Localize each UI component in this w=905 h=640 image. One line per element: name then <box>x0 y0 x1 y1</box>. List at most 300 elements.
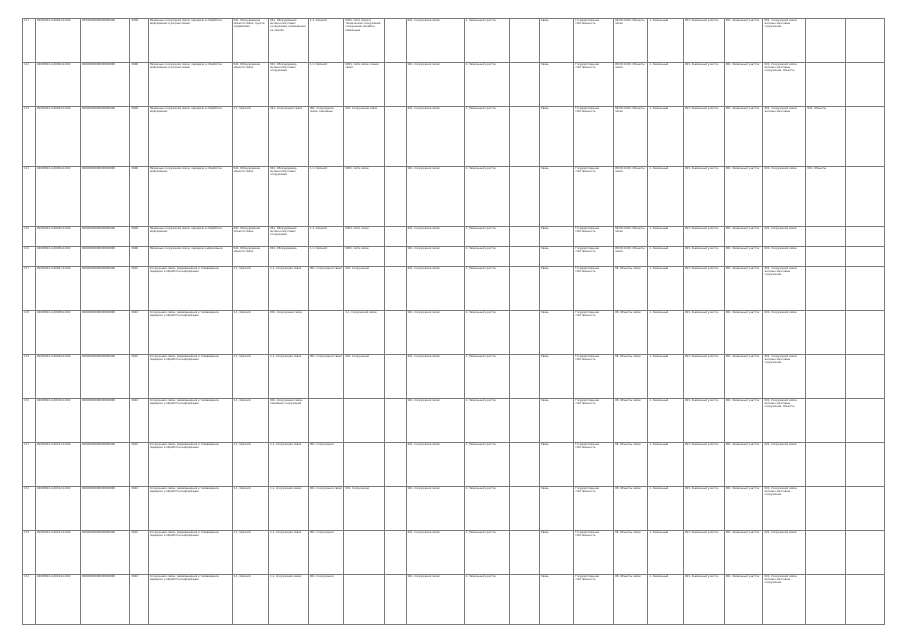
table-cell-f21 <box>846 399 885 443</box>
table-cell-f16: 1. Земельный <box>648 575 683 625</box>
table-cell-id: 00000000000000000000 <box>81 399 130 443</box>
table-cell-num: 124 <box>23 167 36 227</box>
table-cell-f16: 1. Земельный <box>648 399 683 443</box>
table-cell-f21 <box>846 19 885 63</box>
table-cell-id: 00000000000000000000 <box>81 227 130 247</box>
table-cell-f17: 001. Земельный участок <box>683 63 724 107</box>
table-cell-f16: 1. Земельный <box>648 267 683 311</box>
table-cell-f12 <box>509 267 539 311</box>
table-cell-f20 <box>806 19 846 63</box>
table-cell-f11: 1. Земельный участок <box>464 531 509 575</box>
table-cell-f15: 08. Объекты связи <box>614 487 648 531</box>
table-cell-f5: 1.1. Связной <box>232 487 269 531</box>
table-cell-f6: 1.1. Сооружения связи <box>269 531 309 575</box>
table-cell-f15: 08. Объекты связи <box>614 399 648 443</box>
table-cell-f17: 001. Земельный участок <box>683 355 724 399</box>
table-cell-f13: Связь <box>539 267 573 311</box>
table-cell-id: 00000000000000000000 <box>81 311 130 355</box>
table-cell-desc: Наземные сооружения связи, передачи и обработки информации <box>148 107 232 167</box>
table-cell-id: 00000000000000000000 <box>81 575 130 625</box>
table-cell-f17: 001. Земельный участок <box>683 19 724 63</box>
table-cell-f20: 001. Объекты <box>806 107 846 167</box>
table-cell-f5: 1.1. Связной <box>232 443 269 487</box>
table-cell-f12 <box>509 531 539 575</box>
table-cell-f16: 1. Земельный <box>648 531 683 575</box>
table-cell-f10: 001. Сооружения связи <box>406 267 464 311</box>
table-cell-f5: 1.1. Связной <box>232 399 269 443</box>
table-cell-f20 <box>806 575 846 625</box>
table-cell-f20 <box>806 267 846 311</box>
table-cell-code: 04093001-0-00004-0-000 <box>35 167 80 227</box>
table-cell-id: 00000000000000000000 <box>81 167 130 227</box>
table-row <box>23 19 885 63</box>
table-cell-f11: 1. Земельный участок <box>464 247 509 267</box>
table-cell-f18: 001. Земельный участок <box>724 227 763 247</box>
table-cell-f9 <box>385 107 406 167</box>
table-cell-f18: 001. Земельный участок <box>724 443 763 487</box>
table-cell-f21 <box>846 227 885 247</box>
table-cell-f9 <box>385 63 406 107</box>
table-cell-f17: 001. Земельный участок <box>683 167 724 227</box>
table-cell-f20 <box>806 487 846 531</box>
table-cell-f15: 08.09.10.00. Объекты связи <box>614 167 648 227</box>
table-cell-f18: 001. Земельный участок <box>724 107 763 167</box>
table-cell-f20 <box>806 443 846 487</box>
table-cell-f7: 001. Сооружения <box>308 575 343 625</box>
table-cell-f14: Государственная собственность <box>574 531 614 575</box>
table-cell-f8: 0001. Сети связи и технические сооружения, сооружения линейно-кабельные <box>344 19 385 63</box>
table-cell-f5: 041. Оборудование объекта связи <box>232 167 269 227</box>
table-cell-f5: 1.1. Связной <box>232 107 269 167</box>
table-cell-f17: 001. Земельный участок <box>683 575 724 625</box>
table-cell-f8: 001. Сооружения <box>344 487 385 531</box>
table-cell-f14: Государственная собственность <box>574 575 614 625</box>
table-cell-f6: 1.1. Сооружения связи <box>269 575 309 625</box>
table-cell-f18: 001. Земельный участок <box>724 399 763 443</box>
table-cell-num: 121 <box>23 19 36 63</box>
table-cell-f18: 001. Земельный участок <box>724 575 763 625</box>
table-cell-f5: 041. Оборудование объекта связи <box>232 247 269 267</box>
table-cell-f12 <box>509 443 539 487</box>
table-cell-f18: 001. Земельный участок <box>724 531 763 575</box>
table-cell-f12 <box>509 575 539 625</box>
table-cell-f7: 1.1. Связной <box>308 19 343 63</box>
table-cell-f19: 001. Сооружения связи <box>763 227 806 247</box>
table-cell-id: 00000000000000000000 <box>81 247 130 267</box>
table-cell-f13: Связь <box>539 107 573 167</box>
table-cell-f13: Связь <box>539 575 573 625</box>
table-cell-f15: 08.09.10.00. Объекты связи <box>614 107 648 167</box>
table-cell-f18: 001. Земельный участок <box>724 247 763 267</box>
table-cell-f16: 1. Земельный <box>648 63 683 107</box>
table-cell-f9 <box>385 443 406 487</box>
table-cell-f6: 1.1. Сооружения связи <box>269 267 309 311</box>
register-table <box>22 18 885 625</box>
table-cell-f20 <box>806 247 846 267</box>
table-row <box>23 531 885 575</box>
table-cell-f11: 1. Земельный участок <box>464 355 509 399</box>
table-cell-f9 <box>385 167 406 227</box>
table-cell-f19: 001. Сооружения связи <box>763 247 806 267</box>
table-cell-f18: 001. Земельный участок <box>724 63 763 107</box>
table-cell-f6: 001. Сооружения связи, линейные сооружения <box>269 399 309 443</box>
table-cell-f11: 1. Земельный участок <box>464 227 509 247</box>
table-cell-id: 00000000000000000000 <box>81 107 130 167</box>
table-cell-year: 2006 <box>130 227 148 247</box>
table-cell-num: 126 <box>23 247 36 267</box>
table-row <box>23 575 885 625</box>
table-cell-f20 <box>806 63 846 107</box>
table-cell-f13: Связь <box>539 247 573 267</box>
table-cell-num: 130 <box>23 399 36 443</box>
table-cell-desc: Наземные сооружения связи, передачи и обработки информации и ретрансляции <box>148 63 232 107</box>
table-cell-f17: 001. Земельный участок <box>683 107 724 167</box>
table-cell-f9 <box>385 267 406 311</box>
table-cell-f18: 001. Земельный участок <box>724 19 763 63</box>
table-cell-f6: 041. Оборудование <box>269 247 309 267</box>
table-cell-f13: Связь <box>539 531 573 575</box>
table-cell-desc: Сооружения связи, радиовещания и телевидения, передачи и обработки информации <box>148 311 232 355</box>
table-cell-f18: 001. Земельный участок <box>724 311 763 355</box>
table-cell-f15: 08. Объекты связи <box>614 531 648 575</box>
table-cell-f18: 001. Земельный участок <box>724 487 763 531</box>
table-cell-year: 2006 <box>130 247 148 267</box>
table-cell-f11: 1. Земельный участок <box>464 267 509 311</box>
table-cell-f6: 1.1. Сооружения связи <box>269 443 309 487</box>
table-cell-f10: 001. Сооружения связи <box>406 399 464 443</box>
table-row <box>23 267 885 311</box>
table-cell-f15: 08.09.10.00. Объекты связи <box>614 227 648 247</box>
table-cell-f21 <box>846 267 885 311</box>
table-cell-year: 2006 <box>130 107 148 167</box>
table-cell-desc: Наземные сооружения связи, передачи и обработки информации <box>148 227 232 247</box>
table-cell-f19: 001. Сооружения связи <box>763 443 806 487</box>
table-cell-f12 <box>509 167 539 227</box>
table-cell-f5: 041. Оборудование объекта связи <box>232 227 269 247</box>
table-cell-f13: Связь <box>539 227 573 247</box>
table-cell-f16: 1. Земельный <box>648 107 683 167</box>
table-cell-f8: 001. Сооружения <box>344 267 385 311</box>
table-cell-f8 <box>344 531 385 575</box>
table-cell-desc: Сооружения связи, радиовещания и телевидения, передачи и обработки информации <box>148 487 232 531</box>
table-cell-num: 134 <box>23 575 36 625</box>
table-cell-f12 <box>509 355 539 399</box>
table-cell-f15: 08. Объекты связи <box>614 575 648 625</box>
table-cell-f14: Государственная собственность <box>574 63 614 107</box>
table-cell-desc: Сооружения связи, радиовещания и телевидения, передачи и обработки информации <box>148 267 232 311</box>
table-cell-f14: Государственная собственность <box>574 487 614 531</box>
table-cell-f5: 1.1. Связной <box>232 531 269 575</box>
table-cell-code: 04093001-0-00012-0-000 <box>35 487 80 531</box>
table-cell-f19: 001. Сооружения связи, антенно-мачтовые сооружения <box>763 355 806 399</box>
table-cell-f19: 001. Сооружения связи, антенно-мачтовые сооружения <box>763 575 806 625</box>
table-cell-code: 04093001-0-00006-0-000 <box>35 247 80 267</box>
table-row <box>23 487 885 531</box>
table-cell-code: 04093001-0-00013-0-000 <box>35 531 80 575</box>
table-cell-f20 <box>806 399 846 443</box>
table-cell-f6: 041. Оборудование антенно-мачтовых сооружений <box>269 63 309 107</box>
table-cell-year: 2006 <box>130 167 148 227</box>
table-cell-f10: 001. Сооружения связи <box>406 311 464 355</box>
table-cell-num: 125 <box>23 227 36 247</box>
table-cell-f15: 08.09.10.00. Объекты связи <box>614 63 648 107</box>
table-cell-f10: 001. Сооружения связи <box>406 227 464 247</box>
table-cell-f12 <box>509 19 539 63</box>
table-cell-code: 04093001-0-00005-0-000 <box>35 227 80 247</box>
table-cell-f9 <box>385 227 406 247</box>
table-cell-num: 127 <box>23 267 36 311</box>
table-cell-year: 2010 <box>130 399 148 443</box>
table-cell-f8 <box>344 399 385 443</box>
table-cell-code: 04093001-0-00002-0-000 <box>35 63 80 107</box>
table-cell-desc: Наземные сооружения связи, передачи и обработки информации <box>148 167 232 227</box>
table-cell-f17: 001. Земельный участок <box>683 443 724 487</box>
table-cell-desc: Сооружения связи, радиовещания и телевидения, передачи и обработки информации <box>148 355 232 399</box>
table-cell-f11: 1. Земельный участок <box>464 107 509 167</box>
table-cell-f19: 001. Сооружения связи, антенно-мачтовые сооружения <box>763 19 806 63</box>
table-cell-f7: 1.1. Связной <box>308 227 343 247</box>
table-cell-code: 04093001-0-00007-0-000 <box>35 267 80 311</box>
table-cell-f15: 08. Объекты связи <box>614 311 648 355</box>
table-cell-f10: 001. Сооружения связи <box>406 167 464 227</box>
table-cell-f14: Государственная собственность <box>574 167 614 227</box>
table-cell-code: 04093001-0-00010-0-000 <box>35 399 80 443</box>
table-cell-f17: 001. Земельный участок <box>683 311 724 355</box>
table-cell-f12 <box>509 311 539 355</box>
table-cell-f7: 001. Сооружения связи <box>308 487 343 531</box>
table-cell-f14: Государственная собственность <box>574 107 614 167</box>
table-cell-code: 04093001-0-00014-0-000 <box>35 575 80 625</box>
table-cell-code: 04093001-0-00001-0-000 <box>35 19 80 63</box>
table-cell-f15: 08. Объекты связи <box>614 443 648 487</box>
table-cell-f15: 08. Объекты связи <box>614 267 648 311</box>
table-cell-f11: 1. Земельный участок <box>464 167 509 227</box>
table-cell-f21 <box>846 443 885 487</box>
table-cell-f7: 001. Сооружения <box>308 443 343 487</box>
table-cell-id: 00000000000000000000 <box>81 267 130 311</box>
table-cell-f8: 0001. Сети связи, линии связи <box>344 63 385 107</box>
table-cell-f7: 001. Сооружения связи, линейные <box>308 107 343 167</box>
table-cell-f13: Связь <box>539 63 573 107</box>
table-cell-f14: Государственная собственность <box>574 267 614 311</box>
table-cell-id: 00000000000000000000 <box>81 487 130 531</box>
table-cell-f19: 001. Сооружения связи, антенно-мачтовые сооружения, объекты <box>763 63 806 107</box>
table-cell-f19: 001. Сооружения связи, антенно-мачтовые сооружения, объекты <box>763 399 806 443</box>
table-cell-f15: 08. Объекты связи <box>614 355 648 399</box>
table-cell-f12 <box>509 487 539 531</box>
table-cell-f12 <box>509 107 539 167</box>
table-cell-f17: 001. Земельный участок <box>683 531 724 575</box>
table-cell-f16: 1. Земельный <box>648 19 683 63</box>
table-row <box>23 399 885 443</box>
table-row <box>23 227 885 247</box>
table-cell-f10: 001. Сооружения связи <box>406 107 464 167</box>
table-cell-f6: 041. Оборудование антенно-мачтовых сооружений, размещение на землях <box>269 19 309 63</box>
table-cell-f11: 1. Земельный участок <box>464 399 509 443</box>
table-cell-f8: 0001. Сети связи <box>344 227 385 247</box>
table-cell-f7: 001. Сооружения связи <box>308 355 343 399</box>
table-cell-year: 2010 <box>130 311 148 355</box>
table-cell-f13: Связь <box>539 443 573 487</box>
table-cell-f8: 1.1. Сооружения связи <box>344 311 385 355</box>
table-cell-desc: Сооружения связи, радиовещания и телевидения, передачи и обработки информации <box>148 443 232 487</box>
table-cell-f10: 001. Сооружения связи <box>406 487 464 531</box>
table-cell-f6: 041. Сооружения связи <box>269 107 309 167</box>
table-cell-desc: Сооружения связи, радиовещания и телевидения, передачи и обработки информации <box>148 399 232 443</box>
table-cell-f6: 041. Оборудование антенно-мачтовых сооружений <box>269 227 309 247</box>
table-cell-f19: 001. Сооружения связи <box>763 311 806 355</box>
table-cell-f5: 041. Оборудование объекта связи, пункта управления <box>232 19 269 63</box>
table-cell-f7 <box>308 311 343 355</box>
table-cell-f21 <box>846 575 885 625</box>
table-cell-desc: Наземные сооружения связи, передачи информации <box>148 247 232 267</box>
table-cell-f12 <box>509 399 539 443</box>
table-cell-f18: 001. Земельный участок <box>724 267 763 311</box>
table-cell-f11: 1. Земельный участок <box>464 311 509 355</box>
table-row <box>23 247 885 267</box>
table-cell-f11: 1. Земельный участок <box>464 443 509 487</box>
table-cell-f9 <box>385 311 406 355</box>
table-cell-f6: 1.1. Сооружения связи <box>269 355 309 399</box>
table-cell-f9 <box>385 487 406 531</box>
table-cell-f16: 1. Земельный <box>648 311 683 355</box>
table-cell-year: 2006 <box>130 63 148 107</box>
table-cell-f17: 001. Земельный участок <box>683 399 724 443</box>
table-cell-f11: 1. Земельный участок <box>464 575 509 625</box>
table-row <box>23 355 885 399</box>
table-cell-f19: 001. Сооружения связи <box>763 167 806 227</box>
table-cell-desc: Наземные сооружения связи, передачи и обработки информации и ретрансляции <box>148 19 232 63</box>
table-cell-f8: 0001. Сети связи <box>344 247 385 267</box>
table-row <box>23 311 885 355</box>
table-cell-id: 00000000000000000000 <box>81 19 130 63</box>
table-cell-code: 04093001-0-00011-0-000 <box>35 443 80 487</box>
table-cell-f13: Связь <box>539 167 573 227</box>
table-cell-year: 2010 <box>130 443 148 487</box>
table-cell-f10: 001. Сооружения связи <box>406 575 464 625</box>
table-cell-f9 <box>385 531 406 575</box>
table-cell-year: 2010 <box>130 487 148 531</box>
table-cell-f20 <box>806 227 846 247</box>
table-cell-f11: 1. Земельный участок <box>464 19 509 63</box>
table-cell-f10: 001. Сооружения связи <box>406 443 464 487</box>
table-cell-f8 <box>344 443 385 487</box>
table-cell-f7: 1.1. Связной <box>308 247 343 267</box>
table-cell-f21 <box>846 311 885 355</box>
table-cell-f9 <box>385 247 406 267</box>
table-cell-f10: 001. Сооружения связи <box>406 355 464 399</box>
table-cell-f16: 1. Земельный <box>648 487 683 531</box>
table-cell-f11: 1. Земельный участок <box>464 487 509 531</box>
table-cell-f16: 1. Земельный <box>648 443 683 487</box>
table-cell-f5: 041. Оборудование объекта связи <box>232 63 269 107</box>
table-cell-f21 <box>846 107 885 167</box>
table-cell-f11: 1. Земельный участок <box>464 63 509 107</box>
table-cell-f19: 001. Сооружения связи <box>763 531 806 575</box>
table-cell-year: 2010 <box>130 531 148 575</box>
table-cell-num: 133 <box>23 531 36 575</box>
table-cell-f12 <box>509 247 539 267</box>
table-cell-f7: 001. Сооружения <box>308 531 343 575</box>
table-cell-f9 <box>385 399 406 443</box>
table-cell-f5: 1.1. Связной <box>232 575 269 625</box>
table-cell-f15: 08.09.10.00. Объекты связи <box>614 247 648 267</box>
table-cell-f13: Связь <box>539 355 573 399</box>
table-cell-num: 122 <box>23 63 36 107</box>
table-cell-f21 <box>846 355 885 399</box>
table-cell-f10: 001. Сооружения связи <box>406 63 464 107</box>
table-cell-f8: 001. Сооружения связи <box>344 107 385 167</box>
table-cell-f20 <box>806 311 846 355</box>
table-cell-f14: Государственная собственность <box>574 19 614 63</box>
table-cell-f17: 001. Земельный участок <box>683 487 724 531</box>
table-row <box>23 167 885 227</box>
table-cell-f17: 001. Земельный участок <box>683 267 724 311</box>
table-cell-f21 <box>846 247 885 267</box>
table-cell-num: 129 <box>23 355 36 399</box>
register-table-body <box>23 19 885 625</box>
table-cell-f14: Государственная собственность <box>574 355 614 399</box>
table-cell-f12 <box>509 63 539 107</box>
table-cell-f6: 001. Сооружения связи <box>269 311 309 355</box>
table-cell-f5: 1.1. Связной <box>232 355 269 399</box>
table-cell-desc: Сооружения связи, радиовещания и телевидения, передачи и обработки информации <box>148 531 232 575</box>
table-cell-f7: 001. Сооружения связи <box>308 267 343 311</box>
table-cell-f10: 001. Сооружения связи <box>406 531 464 575</box>
table-cell-f17: 001. Земельный участок <box>683 247 724 267</box>
table-cell-f18: 001. Земельный участок <box>724 167 763 227</box>
table-cell-f7: 1.1. Связной <box>308 167 343 227</box>
table-cell-f21 <box>846 487 885 531</box>
table-cell-f7 <box>308 399 343 443</box>
table-cell-f9 <box>385 575 406 625</box>
table-cell-f21 <box>846 63 885 107</box>
table-cell-f16: 1. Земельный <box>648 355 683 399</box>
table-cell-f6: 1.1. Сооружения связи <box>269 487 309 531</box>
table-cell-f19: 001. Сооружения связи, антенно-мачтовые сооружения <box>763 267 806 311</box>
table-cell-year: 2010 <box>130 575 148 625</box>
table-row <box>23 107 885 167</box>
table-cell-f14: Государственная собственность <box>574 399 614 443</box>
table-cell-num: 131 <box>23 443 36 487</box>
table-cell-id: 00000000000000000000 <box>81 443 130 487</box>
table-cell-f10: 001. Сооружения связи <box>406 19 464 63</box>
table-cell-f21 <box>846 167 885 227</box>
table-cell-f14: Государственная собственность <box>574 311 614 355</box>
table-cell-f21 <box>846 531 885 575</box>
table-cell-num: 128 <box>23 311 36 355</box>
table-cell-year: 2010 <box>130 355 148 399</box>
table-cell-f6: 041. Оборудование антенно-мачтовых сооружений <box>269 167 309 227</box>
table-cell-f8 <box>344 575 385 625</box>
table-cell-id: 00000000000000000000 <box>81 355 130 399</box>
register-sheet <box>22 18 885 624</box>
table-row <box>23 63 885 107</box>
table-cell-f14: Государственная собственность <box>574 443 614 487</box>
table-cell-f20: 001. Объекты <box>806 167 846 227</box>
table-cell-f13: Связь <box>539 19 573 63</box>
table-cell-id: 00000000000000000000 <box>81 63 130 107</box>
table-cell-f13: Связь <box>539 311 573 355</box>
table-cell-f13: Связь <box>539 487 573 531</box>
table-row <box>23 443 885 487</box>
table-cell-f14: Государственная собственность <box>574 227 614 247</box>
table-cell-f8: 001. Сооружения <box>344 355 385 399</box>
table-cell-f15: 08.09.10.00. Объекты связи <box>614 19 648 63</box>
table-cell-num: 132 <box>23 487 36 531</box>
table-cell-f16: 1. Земельный <box>648 227 683 247</box>
table-cell-f5: 1.1. Связной <box>232 311 269 355</box>
